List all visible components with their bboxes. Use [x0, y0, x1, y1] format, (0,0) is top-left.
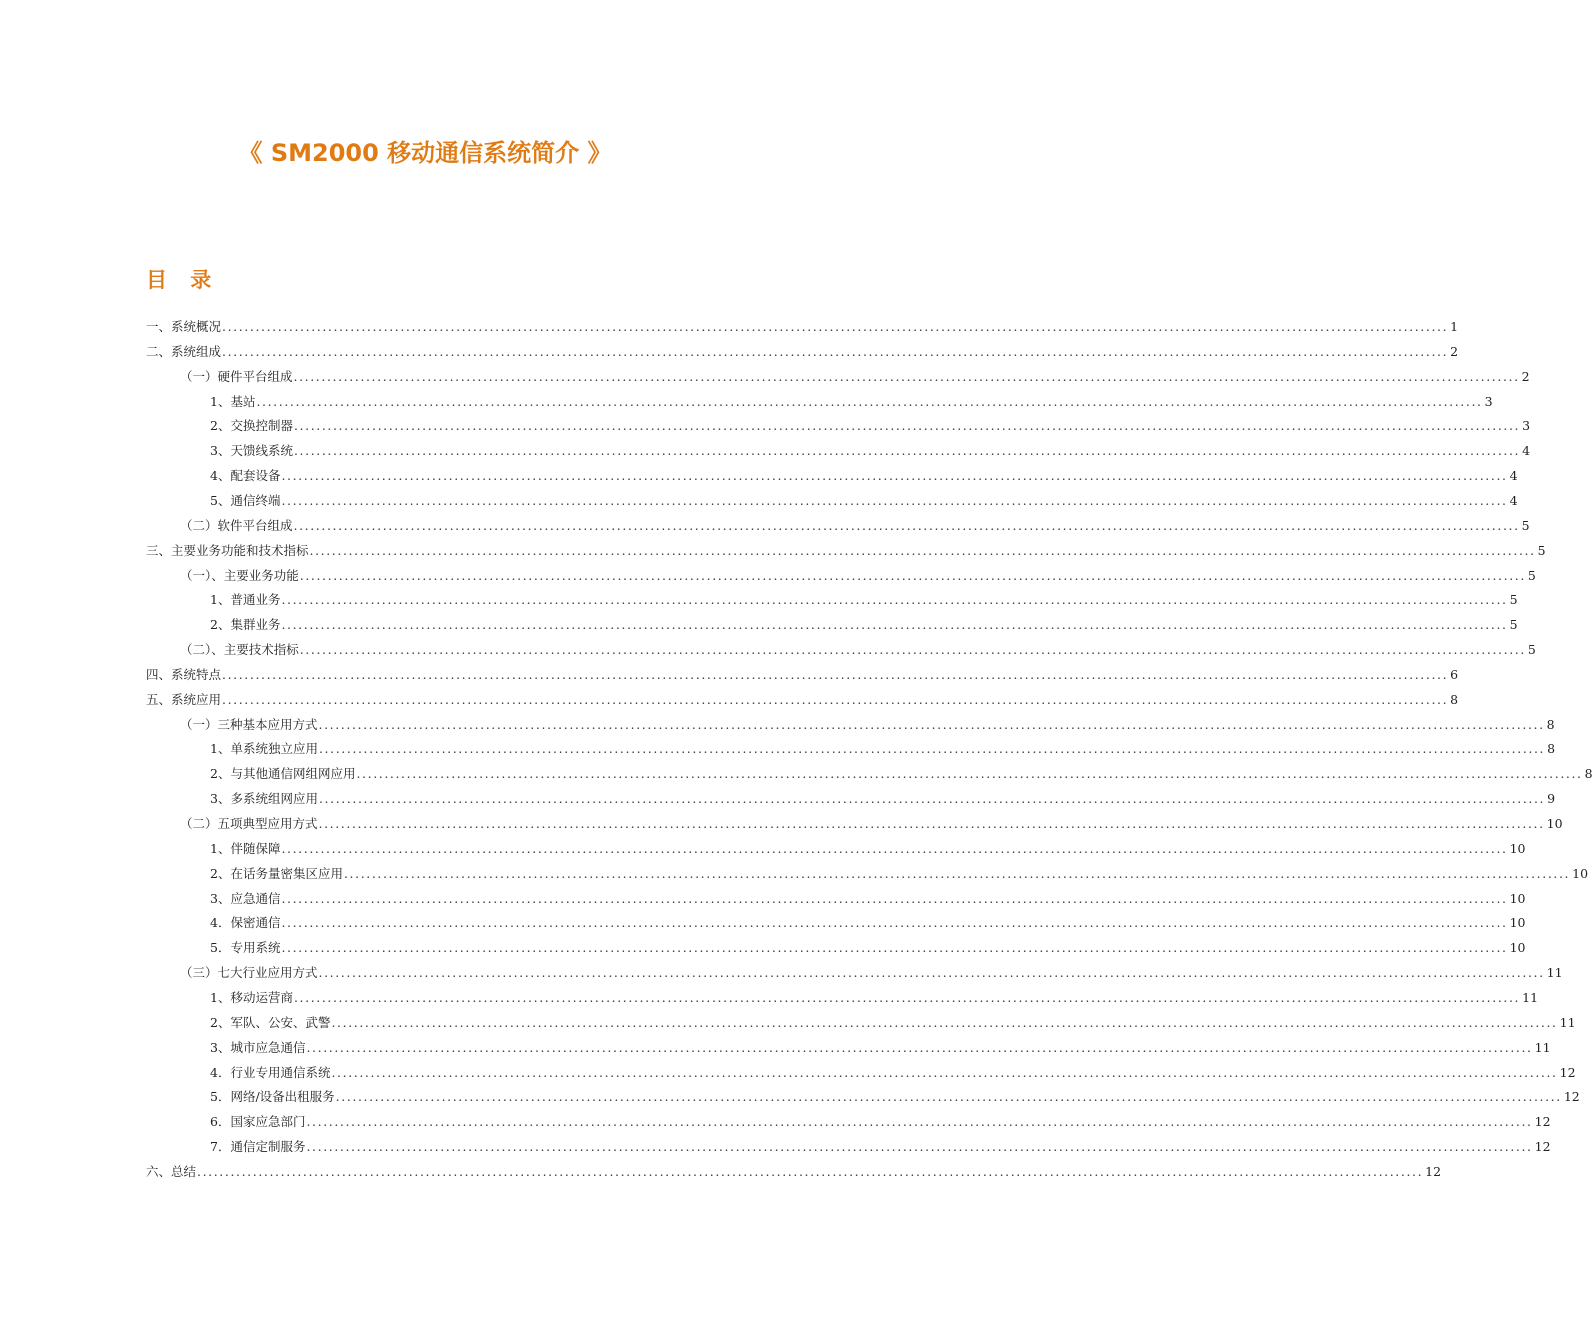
toc-leader-dots: ............................................................................................................................................................................................................................: [197, 1163, 1424, 1179]
toc-entry-page: 10: [1546, 816, 1563, 831]
toc-leader-dots: ............................................................................................................................................................................................................................: [318, 816, 1545, 831]
toc-entry-page: 4: [1509, 492, 1518, 508]
toc-leader-dots: ............................................................................................................................................................................................................................: [293, 517, 1520, 533]
toc-entry-label: 5、通信终端: [210, 492, 281, 508]
toc-leader-dots: ............................................................................................................................................................................................................................: [222, 691, 1449, 707]
toc-entry[interactable]: [210, 888, 1526, 910]
toc-entry[interactable]: [146, 664, 1459, 686]
toc-entry-page: 9: [1547, 791, 1556, 807]
toc-entry[interactable]: [210, 440, 1531, 462]
toc-entry-page: 8: [1584, 766, 1593, 782]
toc-leader-dots: ............................................................................................................................................................................................................................: [293, 368, 1520, 384]
toc-entry-label: 5．专用系统: [210, 940, 281, 956]
toc-leader-dots: ............................................................................................................................................................................................................................: [306, 1039, 1533, 1055]
toc-entry-page: 12: [1559, 1064, 1576, 1080]
toc-entry[interactable]: [180, 962, 1563, 984]
toc-entry-page: 3: [1484, 393, 1493, 409]
toc-entry[interactable]: [210, 1086, 1580, 1108]
toc-entry[interactable]: [210, 788, 1556, 810]
toc-entry-label: 3、多系统组网应用: [210, 791, 318, 807]
toc-entry-page: 2: [1521, 368, 1530, 384]
toc-entry[interactable]: [210, 490, 1518, 512]
toc-entry-page: 11: [1522, 989, 1539, 1005]
toc-entry-page: 12: [1425, 1163, 1442, 1179]
document-title: 《 SM2000 移动通信系统简介 》: [238, 139, 612, 167]
toc-entry-page: 12: [1563, 1089, 1580, 1105]
toc-leader-dots: ............................................................................................................................................................................................................................: [299, 642, 1526, 658]
toc-entry[interactable]: [146, 1161, 1442, 1183]
toc-entry[interactable]: [210, 738, 1556, 760]
toc-entry[interactable]: [210, 937, 1526, 959]
toc-entry-label: 5．网络/设备出租服务: [210, 1089, 335, 1105]
toc-entry[interactable]: [180, 639, 1536, 661]
toc-entry[interactable]: [210, 1012, 1576, 1034]
toc-entry-page: 5: [1527, 642, 1536, 658]
toc-entry-page: 5: [1521, 517, 1530, 533]
toc-entry-label: 2、与其他通信网组网应用: [210, 766, 356, 782]
toc-entry-page: 4: [1522, 443, 1531, 459]
toc-leader-dots: ............................................................................................................................................................................................................................: [309, 542, 1536, 558]
toc-leader-dots: ............................................................................................................................................................................................................................: [331, 1064, 1558, 1080]
toc-entry[interactable]: [146, 540, 1546, 562]
toc-entry-label: 1、基站: [210, 393, 256, 409]
toc-leader-dots: ............................................................................................................................................................................................................................: [256, 393, 1483, 409]
toc-leader-dots: ............................................................................................................................................................................................................................: [318, 965, 1545, 981]
toc-entry-page: 12: [1534, 1114, 1551, 1130]
toc-entry[interactable]: [146, 341, 1459, 363]
toc-entry-page: 11: [1546, 965, 1563, 981]
toc-entry[interactable]: [180, 515, 1530, 537]
toc-entry[interactable]: [146, 689, 1459, 711]
toc-entry[interactable]: [210, 838, 1526, 860]
toc-leader-dots: ............................................................................................................................................................................................................................: [281, 840, 1508, 856]
toc-entry-page: 10: [1509, 940, 1526, 956]
toc-entry-page: 6: [1450, 666, 1459, 682]
toc-leader-dots: ............................................................................................................................................................................................................................: [318, 741, 1546, 757]
toc-leader-dots: ............................................................................................................................................................................................................................: [222, 666, 1449, 682]
toc-entry-label: （一）硬件平台组成: [180, 368, 293, 384]
toc-entry-page: 1: [1450, 319, 1459, 334]
toc-entry-label: （一）三种基本应用方式: [180, 716, 318, 732]
toc-leader-dots: ............................................................................................................................................................................................................................: [318, 791, 1546, 807]
toc-leader-dots: ............................................................................................................................................................................................................................: [331, 1014, 1558, 1030]
toc-leader-dots: ............................................................................................................................................................................................................................: [335, 1089, 1562, 1105]
toc-leader-dots: ............................................................................................................................................................................................................................: [222, 343, 1449, 359]
toc-leader-dots: ............................................................................................................................................................................................................................: [281, 890, 1508, 906]
toc-entry-page: 10: [1509, 890, 1526, 906]
toc-leader-dots: ............................................................................................................................................................................................................................: [281, 617, 1508, 633]
toc-entry[interactable]: [210, 589, 1518, 611]
toc-entry[interactable]: [146, 316, 1459, 338]
toc-entry[interactable]: [180, 565, 1536, 587]
toc-leader-dots: ............................................................................................................................................................................................................................: [343, 865, 1571, 881]
toc-entry[interactable]: [180, 714, 1555, 736]
toc-entry-page: 2: [1450, 343, 1459, 359]
toc-entry-page: 12: [1534, 1139, 1551, 1155]
toc-leader-dots: ............................................................................................................................................................................................................................: [299, 567, 1526, 583]
toc-entry-label: 2、交换控制器: [210, 418, 293, 434]
toc-entry[interactable]: [180, 813, 1563, 835]
toc-entry[interactable]: [210, 415, 1531, 437]
toc-entry[interactable]: [210, 465, 1518, 487]
toc-entry-label: 2、集群业务: [210, 617, 281, 633]
toc-entry[interactable]: [210, 1136, 1551, 1158]
toc-entry-page: 8: [1547, 741, 1556, 757]
toc-entry[interactable]: [210, 1037, 1551, 1059]
toc-entry-label: 二、系统组成: [146, 343, 222, 359]
toc-entry-label: （三）七大行业应用方式: [180, 965, 318, 981]
toc-entry-label: 3、天馈线系统: [210, 443, 293, 459]
toc-entry-label: 六、总结: [146, 1163, 197, 1179]
toc-entry-label: 1、伴随保障: [210, 840, 281, 856]
toc-entry-label: （二）、主要技术指标: [180, 642, 299, 658]
toc-heading: 目 录: [146, 268, 220, 292]
toc-entry-label: （二）软件平台组成: [180, 517, 293, 533]
toc-entry-label: 4、配套设备: [210, 468, 281, 484]
toc-leader-dots: ............................................................................................................................................................................................................................: [306, 1114, 1533, 1130]
toc-leader-dots: ............................................................................................................................................................................................................................: [293, 418, 1521, 434]
toc-leader-dots: ............................................................................................................................................................................................................................: [281, 468, 1508, 484]
toc-entry-label: 1、单系统独立应用: [210, 741, 318, 757]
toc-entry-page: 5: [1509, 617, 1518, 633]
toc-leader-dots: ............................................................................................................................................................................................................................: [281, 915, 1508, 931]
toc-leader-dots: ............................................................................................................................................................................................................................: [281, 592, 1508, 608]
toc-leader-dots: ............................................................................................................................................................................................................................: [281, 940, 1508, 956]
toc-entry-page: 11: [1559, 1014, 1576, 1030]
toc-leader-dots: ............................................................................................................................................................................................................................: [222, 319, 1449, 334]
toc-entry[interactable]: [180, 366, 1530, 388]
toc-entry-label: 4．行业专用通信系统: [210, 1064, 331, 1080]
toc-entry-page: 5: [1509, 592, 1518, 608]
toc-entry-label: （二）五项典型应用方式: [180, 816, 318, 831]
toc-entry-label: 6．国家应急部门: [210, 1114, 306, 1130]
toc-entry[interactable]: [210, 614, 1518, 636]
toc-entry-label: 2、军队、公安、武警: [210, 1014, 331, 1030]
toc-entry-label: 五、系统应用: [146, 691, 222, 707]
toc-entry-label: 4．保密通信: [210, 915, 281, 931]
toc-entry-label: 1、普通业务: [210, 592, 281, 608]
toc-leader-dots: ............................................................................................................................................................................................................................: [293, 989, 1521, 1005]
toc-entry[interactable]: [210, 1111, 1551, 1133]
toc-entry-page: 5: [1527, 567, 1536, 583]
toc-entry[interactable]: [210, 912, 1526, 934]
toc-entry-page: 10: [1509, 840, 1526, 856]
toc-leader-dots: ............................................................................................................................................................................................................................: [318, 716, 1545, 732]
toc-entry-label: 3、应急通信: [210, 890, 281, 906]
toc-entry-page: 5: [1537, 542, 1546, 558]
toc-entry-label: 三、主要业务功能和技术指标: [146, 542, 309, 558]
toc-entry[interactable]: [210, 987, 1539, 1009]
toc-entry-page: 8: [1546, 716, 1555, 732]
toc-entry-label: 一、系统概况: [146, 319, 222, 334]
toc-entry-page: 10: [1572, 865, 1589, 881]
toc-entry-page: 10: [1509, 915, 1526, 931]
toc-entry-label: （一）、主要业务功能: [180, 567, 299, 583]
toc-entry-page: 8: [1450, 691, 1459, 707]
toc-leader-dots: ............................................................................................................................................................................................................................: [281, 492, 1508, 508]
toc-entry-label: 四、系统特点: [146, 666, 222, 682]
toc-entry-page: 4: [1509, 468, 1518, 484]
toc-entry[interactable]: [210, 763, 1593, 785]
toc-entry[interactable]: [210, 863, 1589, 885]
toc-leader-dots: ............................................................................................................................................................................................................................: [306, 1139, 1533, 1155]
toc-entry[interactable]: [210, 1062, 1576, 1084]
toc-entry-label: 1、移动运营商: [210, 989, 293, 1005]
toc-entry-label: 3、城市应急通信: [210, 1039, 306, 1055]
toc-entry-label: 7．通信定制服务: [210, 1139, 306, 1155]
toc-entry-label: 2、在话务量密集区应用: [210, 865, 343, 881]
toc-leader-dots: ............................................................................................................................................................................................................................: [356, 766, 1583, 782]
toc-entry-page: 3: [1522, 418, 1531, 434]
toc-leader-dots: ............................................................................................................................................................................................................................: [293, 443, 1521, 459]
toc-entry[interactable]: [210, 391, 1493, 413]
toc-entry-page: 11: [1534, 1039, 1551, 1055]
